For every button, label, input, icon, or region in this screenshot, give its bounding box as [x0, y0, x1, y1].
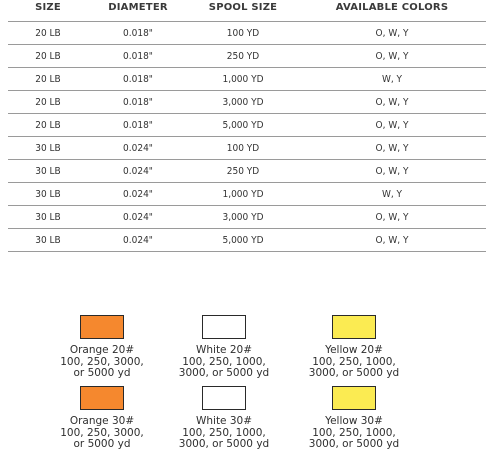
cell-diameter: 0.018"	[88, 114, 188, 137]
table-row	[8, 91, 486, 114]
cell-diameter: 0.024"	[88, 229, 188, 252]
cell-size: 30 LB	[8, 183, 88, 206]
cell-spool-size: 100 YD	[188, 22, 298, 45]
cell-size: 30 LB	[8, 160, 88, 183]
cell-spool-size: 1,000 YD	[188, 68, 298, 91]
table-row	[8, 206, 486, 229]
cell-spool-size: 100 YD	[188, 137, 298, 160]
cell-spool-size: 250 YD	[188, 45, 298, 68]
cell-spool-size: 5,000 YD	[188, 114, 298, 137]
cell-spool-size: 1,000 YD	[188, 183, 298, 206]
cell-available-colors: O, W, Y	[298, 45, 486, 68]
cell-size: 20 LB	[8, 68, 88, 91]
cell-size: 30 LB	[8, 229, 88, 252]
cell-available-colors: O, W, Y	[298, 137, 486, 160]
color-swatch-box	[202, 386, 246, 410]
table-row	[8, 160, 486, 183]
table-row	[8, 45, 486, 68]
cell-diameter: 0.024"	[88, 206, 188, 229]
table-row	[8, 22, 486, 45]
cell-diameter: 0.024"	[88, 183, 188, 206]
header-diameter: DIAMETER	[108, 2, 168, 13]
cell-spool-size: 3,000 YD	[188, 206, 298, 229]
header-available-colors: AVAILABLE COLORS	[335, 2, 449, 13]
table-row	[8, 114, 486, 137]
cell-size: 20 LB	[8, 22, 88, 45]
color-swatch-box	[332, 315, 376, 339]
swatch-label: Yellow 30# 100, 250, 1000, 3000, or 5000 yd	[308, 415, 400, 450]
swatch-orange-30	[37, 386, 167, 451]
cell-available-colors: O, W, Y	[298, 22, 486, 45]
spec-table	[8, 0, 486, 252]
cell-size: 20 LB	[8, 91, 88, 114]
table-row	[8, 137, 486, 160]
cell-available-colors: W, Y	[298, 183, 486, 206]
cell-size: 20 LB	[8, 114, 88, 137]
color-swatch-box	[80, 386, 124, 410]
cell-spool-size: 3,000 YD	[188, 91, 298, 114]
swatch-white-20	[159, 315, 289, 380]
cell-size: 30 LB	[8, 137, 88, 160]
table-row	[8, 229, 486, 252]
cell-diameter: 0.018"	[88, 45, 188, 68]
cell-available-colors: O, W, Y	[298, 160, 486, 183]
cell-available-colors: O, W, Y	[298, 229, 486, 252]
cell-available-colors: W, Y	[298, 68, 486, 91]
color-swatch-box	[332, 386, 376, 410]
header-spool-size: SPOOL SIZE	[208, 2, 278, 13]
swatch-label: Yellow 20# 100, 250, 1000, 3000, or 5000 yd	[308, 344, 400, 379]
cell-size: 30 LB	[8, 206, 88, 229]
cell-diameter: 0.018"	[88, 68, 188, 91]
cell-spool-size: 5,000 YD	[188, 229, 298, 252]
cell-diameter: 0.018"	[88, 91, 188, 114]
cell-diameter: 0.024"	[88, 160, 188, 183]
table-row	[8, 68, 486, 91]
color-swatch-box	[202, 315, 246, 339]
swatch-label: White 30# 100, 250, 1000, 3000, or 5000 yd	[178, 415, 270, 450]
cell-spool-size: 250 YD	[188, 160, 298, 183]
swatch-yellow-20	[289, 315, 419, 380]
cell-available-colors: O, W, Y	[298, 114, 486, 137]
cell-size: 20 LB	[8, 45, 88, 68]
swatch-white-30	[159, 386, 289, 451]
cell-diameter: 0.018"	[88, 22, 188, 45]
swatch-label: Orange 20# 100, 250, 3000, or 5000 yd	[60, 344, 144, 379]
swatch-orange-20	[37, 315, 167, 380]
table-row	[8, 183, 486, 206]
table-header-row	[8, 0, 486, 22]
header-size: SIZE	[35, 2, 61, 13]
swatch-yellow-30	[289, 386, 419, 451]
swatch-label: White 20# 100, 250, 1000, 3000, or 5000 yd	[178, 344, 270, 379]
swatch-label: Orange 30# 100, 250, 3000, or 5000 yd	[60, 415, 144, 450]
color-swatch-box	[80, 315, 124, 339]
cell-available-colors: O, W, Y	[298, 91, 486, 114]
cell-available-colors: O, W, Y	[298, 206, 486, 229]
cell-diameter: 0.024"	[88, 137, 188, 160]
